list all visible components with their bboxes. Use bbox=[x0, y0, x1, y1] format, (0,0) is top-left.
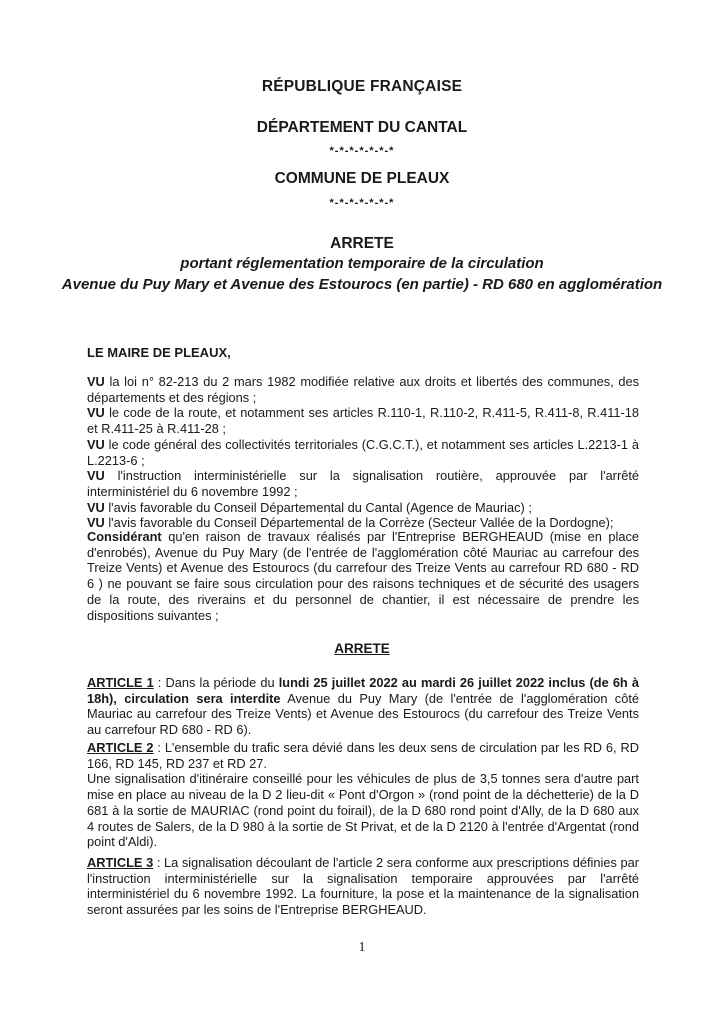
considerant-paragraph bbox=[87, 529, 639, 623]
vu-item bbox=[87, 437, 639, 468]
commune-heading: COMMUNE DE PLEAUX bbox=[274, 170, 450, 187]
vu-list bbox=[87, 374, 639, 531]
article-2 bbox=[87, 740, 639, 850]
vu-prefix: VU bbox=[87, 436, 105, 452]
vu-text: l'avis favorable du Conseil Départemental de la Corrèze (Secteur Vallée de la Dordogne); bbox=[104, 515, 614, 531]
separator-1: *-*-*-*-*-*-* bbox=[329, 145, 395, 157]
article-2-label: ARTICLE 2 bbox=[87, 740, 154, 755]
article-3 bbox=[87, 855, 639, 918]
decree-title: ARRETE bbox=[330, 235, 394, 252]
page-number: 1 bbox=[358, 940, 366, 955]
article-1-bold: lundi 25 juillet 2022 au mardi 26 juillet 2022 inclus (de 6h à 18h), circulation sera interdite bbox=[87, 675, 639, 706]
vu-prefix: VU bbox=[87, 499, 105, 515]
vu-prefix: VU bbox=[87, 468, 105, 484]
considerant-label: Considérant bbox=[87, 529, 162, 544]
republic-heading: RÉPUBLIQUE FRANÇAISE bbox=[261, 78, 463, 95]
vu-text: l'avis favorable du Conseil Départemental du Cantal (Agence de Mauriac) ; bbox=[104, 499, 532, 515]
department-heading: DÉPARTEMENT DU CANTAL bbox=[256, 119, 468, 136]
decree-subtitle-2: Avenue du Puy Mary et Avenue des Estourocs (en partie) - RD 680 en agglomération bbox=[61, 276, 663, 293]
vu-prefix: VU bbox=[87, 405, 105, 421]
vu-prefix: VU bbox=[87, 374, 105, 389]
article-3-text: : La signalisation découlant de l'article 2 sera conforme aux prescriptions définies par l'instruction interministérielle sur la signalisation temporaire approuvées par l'arrêté interministériel du 6 novembre 1992. La fourniture, la pose et la maintenance de la signalisation seront assurées par les soins de l'Entreprise BERGHEAUD. bbox=[87, 855, 639, 918]
article-1-text: : Dans la période du bbox=[153, 675, 279, 690]
vu-prefix: VU bbox=[87, 515, 105, 531]
vu-item bbox=[87, 500, 639, 516]
article-2-para-1 bbox=[87, 740, 639, 771]
vu-item bbox=[87, 468, 639, 499]
vu-text: la loi n° 82-213 du 2 mars 1982 modifiée relative aux droits et libertés des communes, des départements et des régions ; bbox=[87, 374, 639, 405]
considerant-text: qu'en raison de travaux réalisés par l'Entreprise BERGHEAUD (mise en place d'enrobés), Avenue du Puy Mary (de l'entrée de l'agglomération côté Mauriac au carrefour des Treize Vents) et Avenue des Estourocs (du carrefour des Treize Vents au carrefour RD 680 - RD 6 ) ne pouvant se faire sous circulation pour des raisons techniques et de sécurité des usagers de la route, des riverains et du personnel de chantier, il est nécessaire de prendre les dispositions suivantes ; bbox=[87, 529, 639, 623]
vu-text: le code de la route, et notamment ses articles R.110-1, R.110-2, R.411-5, R.411-8, R.411-18 et R.411-25 à R.411-28 ; bbox=[87, 405, 639, 437]
maire-heading: LE MAIRE DE PLEAUX, bbox=[87, 345, 231, 360]
article-1-text-2: Avenue du Puy Mary (de l'entrée de l'agglomération côté Mauriac au carrefour des Treize Vents) et Avenue des Estourocs (du carrefour des Treize Vents au carrefour RD 680 - RD 6). bbox=[87, 690, 639, 738]
article-2-text: : L'ensemble du trafic sera dévié dans les deux sens de circulation par les RD 6, RD 166, RD 145, RD 237 et RD 27. bbox=[87, 740, 639, 771]
vu-text: l'instruction interministérielle sur la signalisation routière, approuvée par l'arrêté interministériel du 6 novembre 1992 ; bbox=[87, 468, 639, 499]
separator-2: *-*-*-*-*-*-* bbox=[329, 197, 395, 209]
article-3-label: ARTICLE 3 bbox=[87, 855, 154, 870]
vu-item bbox=[87, 405, 639, 436]
vu-item bbox=[87, 374, 639, 405]
vu-text: le code général des collectivités territoriales (C.G.C.T.), et notamment ses articles L.2213-1 à L.2213-6 ; bbox=[87, 436, 639, 468]
decree-subtitle-1: portant réglementation temporaire de la circulation bbox=[180, 255, 544, 272]
arrete-heading: ARRETE bbox=[334, 641, 390, 656]
article-1 bbox=[87, 675, 639, 738]
article-2-para-2: Une signalisation d'itinéraire conseillé pour les véhicules de plus de 3,5 tonnes sera d'autre part mise en place au niveau de la D 2 lieu-dit « Pont d'Orgon » (rond point de la déchetterie) de la D 681 à la sortie de MAURIAC (rond point du foirail), de la D 680 rond point d'Ally, de la D 680 aux 4 routes de Salers, de la D 980 à la sortie de St Privat, et de la D 2120 à l'entrée d'Argentat (rond point d'Aldi). bbox=[87, 771, 639, 850]
article-1-label: ARTICLE 1 bbox=[87, 675, 154, 690]
